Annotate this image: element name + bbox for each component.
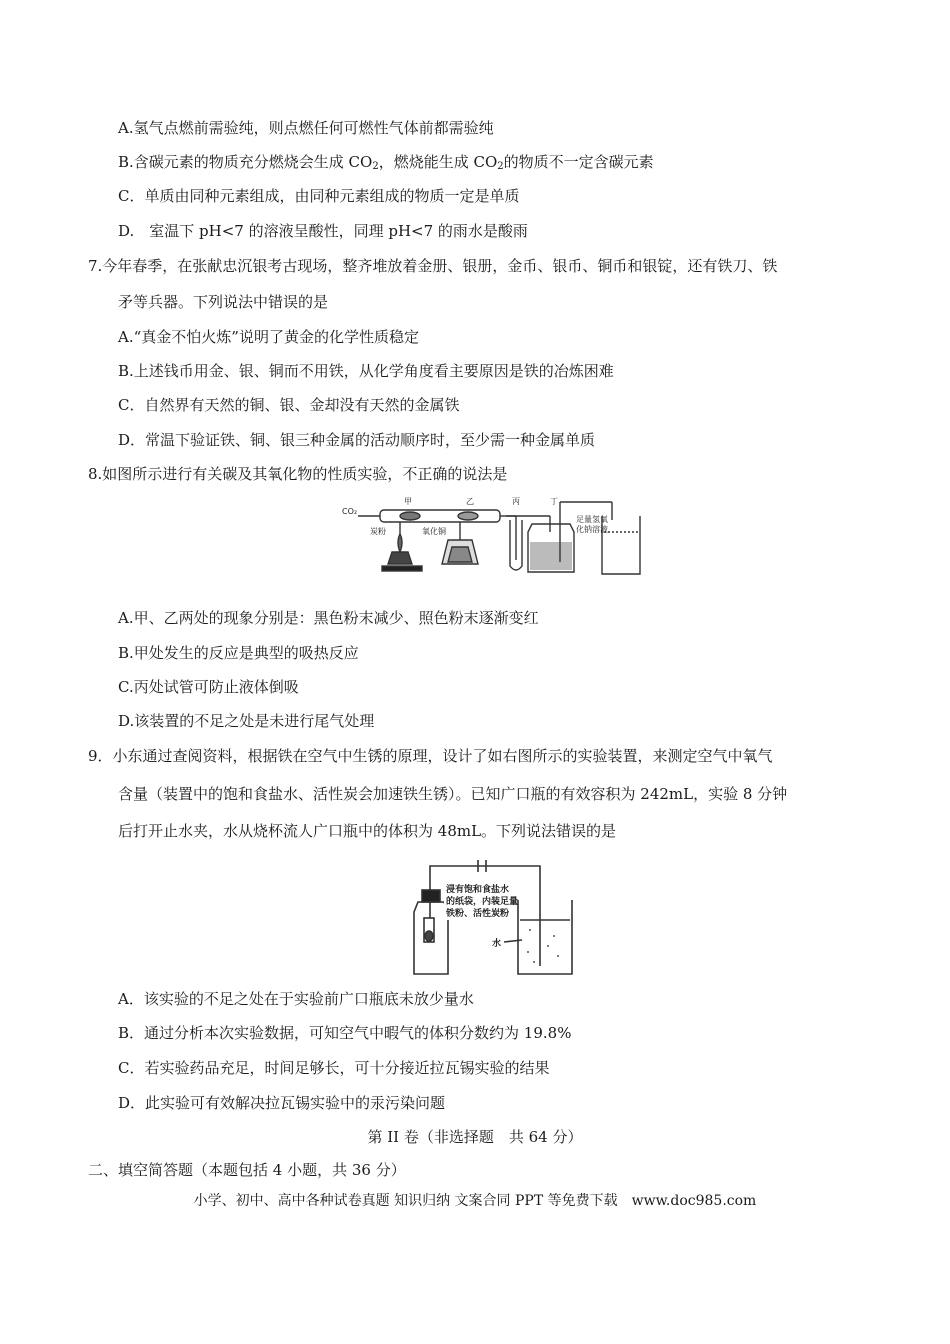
q6-option-b-mid: ，燃烧能生成 CO [378, 153, 498, 171]
part-2-heading: 二、填空简答题（本题包括 4 小题，共 36 分） [88, 1161, 406, 1179]
fig-label-tanfen: 炭粉 [370, 527, 386, 536]
q6-option-b-sub2: 2 [497, 161, 504, 172]
fig-label-water: 水 [492, 939, 502, 949]
q6-option-b-post: 的物质不一定含碳元素 [503, 153, 654, 171]
q7-option-b: B.上述钱币用金、银、铜而不用铁，从化学角度看主要原因是铁的冶炼困难 [118, 362, 614, 380]
section-title: 第 II 卷（非选择题 共 64 分） [367, 1128, 583, 1146]
fig-label-co2: CO₂ [342, 507, 358, 516]
fig-label-naoh-2: 化钠溶液 [576, 525, 608, 534]
q9-option-a: A．该实验的不足之处在于实验前广口瓶底未放少量水 [118, 990, 474, 1008]
q6-option-b-sub1: 2 [372, 161, 379, 172]
q9-option-c: C．若实验药品充足，时间足够长，可十分接近拉瓦锡实验的结果 [118, 1059, 550, 1077]
q7-stem-line-1: 7.今年春季，在张献忠沉银考古现场，整齐堆放着金册、银册，金币、银币、铜币和银锭，还有铁刀、铁 [88, 257, 778, 275]
q6-option-d: D. 室温下 pH<7 的溶液呈酸性，同理 pH<7 的雨水是酸雨 [118, 222, 528, 240]
q6-option-c: C．单质由同种元素组成，由同种元素组成的物质一定是单质 [118, 187, 520, 205]
q6-option-a: A.氢气点燃前需验纯，则点燃任何可燃性气体前都需验纯 [118, 119, 494, 137]
q7-option-c: C．自然界有天然的铜、银、金却没有天然的金属铁 [118, 396, 460, 414]
fig-label-bag-1: 浸有饱和食盐水 [446, 885, 510, 895]
fig-label-naoh-1: 足量氢氧 [576, 515, 608, 524]
page-footer: 小学、初中、高中各种试卷真题 知识归纳 文案合同 PPT 等免费下载 www.doc985.com [193, 1193, 757, 1209]
fig-label-bing: 丙 [512, 497, 520, 506]
q8-option-a: A.甲、乙两处的现象分别是：黑色粉末减少、照色粉末逐渐变红 [118, 609, 539, 627]
iron-rust-apparatus-figure [408, 856, 588, 980]
q9-option-b: B．通过分析本次实验数据，可知空气中暇气的体积分数约为 19.8% [118, 1024, 572, 1042]
q7-option-a: A.“真金不怕火炼”说明了黄金的化学性质稳定 [118, 328, 419, 346]
fig-label-bag-3: 铁粉、活性炭粉 [446, 909, 510, 919]
q8-option-d: D.该装置的不足之处是未进行尾气处理 [118, 712, 375, 730]
q7-stem-line-2: 矛等兵器。下列说法中错误的是 [118, 293, 329, 311]
q9-stem-line-1: 9．小东通过查阅资料，根据铁在空气中生锈的原理，设计了如右图所示的实验装置，来测定空气中氧气 [88, 747, 773, 765]
fig-label-ding: 丁 [550, 497, 558, 506]
q8-option-c: C.丙处试管可防止液体倒吸 [118, 678, 299, 696]
q8-stem: 8.如图所示进行有关碳及其氧化物的性质实验，不正确的说法是 [88, 465, 508, 483]
q9-option-d: D．此实验可有效解决拉瓦锡实验中的汞污染问题 [118, 1094, 446, 1112]
fig-label-jia: 甲 [404, 497, 412, 506]
q9-stem-line-3: 后打开止水夹，水从烧杯流人广口瓶中的体积为 48mL。下列说法错误的是 [118, 822, 617, 840]
fig-label-yi: 乙 [466, 497, 474, 506]
q9-stem-line-2: 含量（装置中的饱和食盐水、活性炭会加速铁生锈）。已知广口瓶的有效容积为 242mL，实验 8 分钟 [118, 785, 788, 803]
carbon-oxide-apparatus-figure [340, 492, 652, 578]
q7-option-d: D．常温下验证铁、铜、银三种金属的活动顺序时，至少需一种金属单质 [118, 431, 596, 449]
fig-label-bag-2: 的纸袋，内装足量 [446, 897, 519, 907]
fig-label-cuo: 氧化铜 [422, 527, 446, 536]
q6-option-b [118, 152, 654, 172]
q8-option-b: B.甲处发生的反应是典型的吸热反应 [118, 644, 359, 662]
q6-option-b-pre: B.含碳元素的物质充分燃烧会生成 CO [118, 153, 373, 171]
